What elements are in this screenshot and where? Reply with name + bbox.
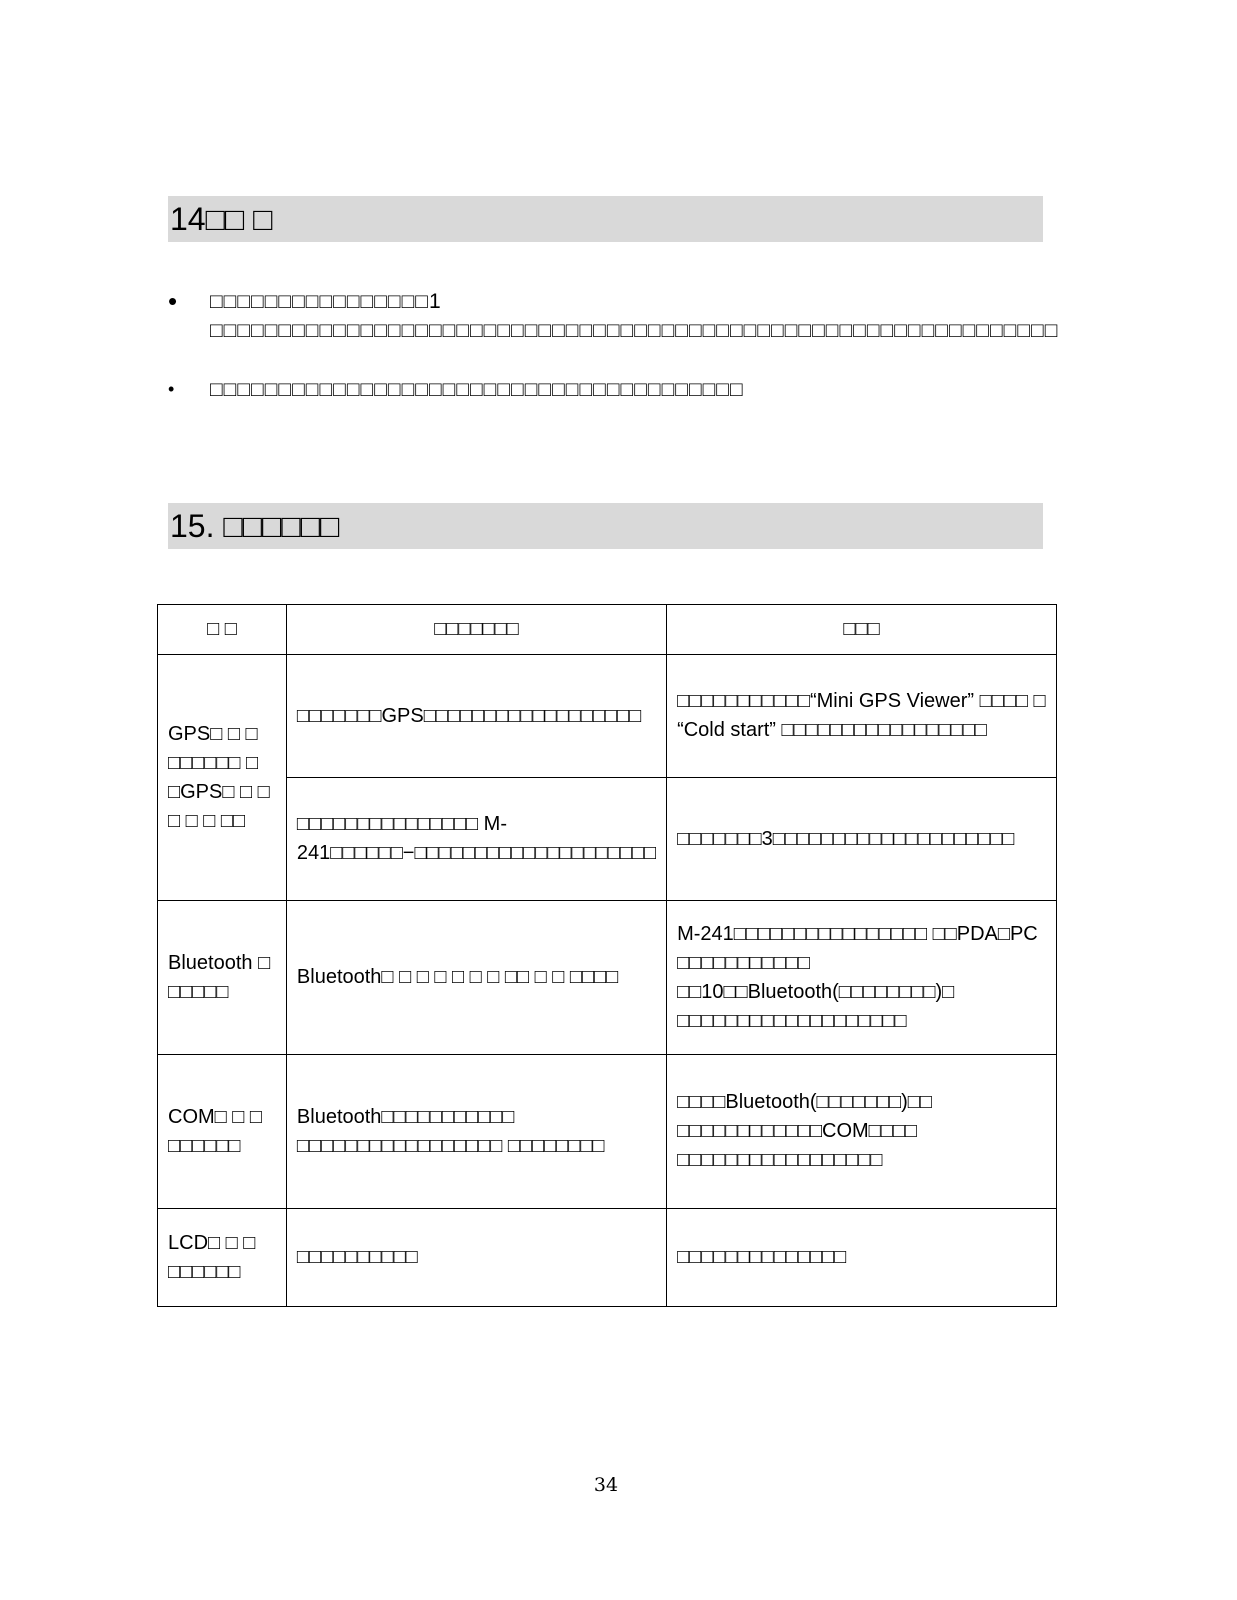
cell-problem: Bluetooth □ □□□□□ <box>158 901 287 1055</box>
table-row <box>158 655 1057 778</box>
cell-cause: Bluetooth□□□□□□□□□□□ □□□□□□□□□□□□□□□□□ □□□□□□□□ <box>286 1055 666 1209</box>
section-15-title: 15. □□□□□□ <box>170 508 340 544</box>
cell-problem: GPS□ □ □ □□□□□□ □ □GPS□ □ □ □ □ □ □□ <box>158 655 287 901</box>
table-row <box>158 778 1057 901</box>
cell-solution: □□□□□□□□□□□“Mini GPS Viewer” □□□□ □ “Cold start” □□□□□□□□□□□□□□□□□ <box>667 655 1057 778</box>
cell-cause: □□□□□□□□□□ <box>286 1209 666 1307</box>
table-header-row <box>158 605 1057 655</box>
cell-solution: M-241□□□□□□□□□□□□□□□□ □□PDA□PC □□□□□□□□□□□ □□10□□Bluetooth(□□□□□□□□)□ □□□□□□□□□□□□□□□□□□□ <box>667 901 1057 1055</box>
cell-cause: Bluetooth□ □ □ □ □ □ □ □□ □ □ □□□□ <box>286 901 666 1055</box>
bullet-text: □□□□□□□□□□□□□□□□□□□□□□□□□□□□□□□□□□□□□□□ <box>210 378 744 401</box>
table-row <box>158 1055 1057 1209</box>
cell-solution: □□□□□□□3□□□□□□□□□□□□□□□□□□□□ <box>667 778 1057 901</box>
cell-problem: LCD□ □ □ □□□□□□ <box>158 1209 287 1307</box>
cell-cause: □□□□□□□GPS□□□□□□□□□□□□□□□□□□ <box>286 655 666 778</box>
cell-solution: □□□□Bluetooth(□□□□□□□)□□ □□□□□□□□□□□□COM□□□□ □□□□□□□□□□□□□□□□□ <box>667 1055 1057 1209</box>
header-solution: □□□ <box>667 605 1057 655</box>
section-15-heading <box>168 503 1043 549</box>
section-14-title: 14□□ □ <box>170 201 273 237</box>
page-number: 34 <box>593 1474 619 1496</box>
bullet-marker: • <box>168 379 176 399</box>
header-cause: □□□□□□□ <box>286 605 666 655</box>
cell-problem: COM□ □ □ □□□□□□ <box>158 1055 287 1209</box>
header-problem: □ □ <box>158 605 287 655</box>
troubleshooting-table <box>157 604 1057 1307</box>
cell-solution: □□□□□□□□□□□□□□ <box>667 1209 1057 1307</box>
section-14-heading <box>168 196 1043 242</box>
bullet-text: □□□□□□□□□□□□□□□□1 □□□□□□□□□□□□□□□□□□□□□□□□□□□□□□□□□□□□□□□□□□□□□□□□□□□□□□□□□□□□□□ <box>210 290 1059 342</box>
table-row <box>158 901 1057 1055</box>
bullet-marker: • <box>168 286 179 316</box>
cell-cause: □□□□□□□□□□□□□□□ M-241□□□□□□−□□□□□□□□□□□□□□□□□□□□ <box>286 778 666 901</box>
table-row <box>158 1209 1057 1307</box>
